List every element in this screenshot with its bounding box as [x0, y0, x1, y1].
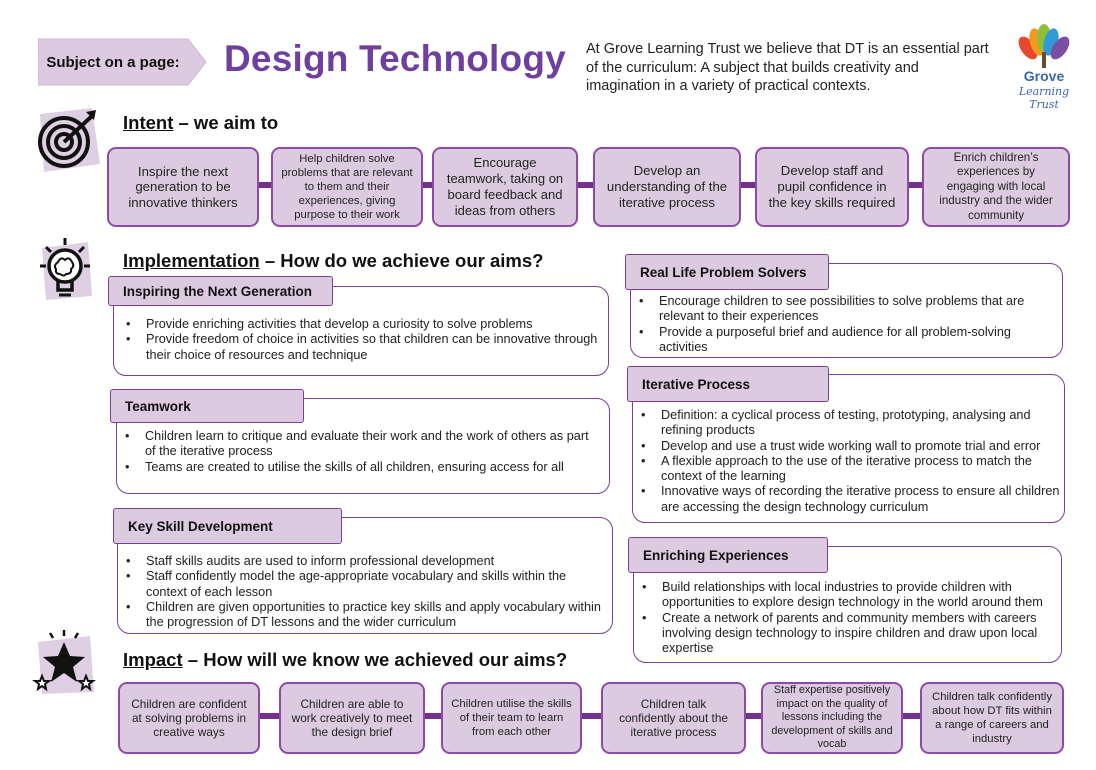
list-item: • Staff confidently model the age-appropriate vocabulary and skills within the context of each lesson: [118, 569, 602, 600]
star-icon: [28, 628, 100, 700]
outcome-box: Children talk confidently about the iterative process: [601, 682, 746, 754]
lightbulb-brain-icon: [28, 234, 100, 306]
list-item: • Definition: a cyclical process of testing, prototyping, analysing and refining products: [633, 408, 1063, 439]
outcome-box: Children are confident at solving problems in creative ways: [118, 682, 260, 754]
impact-heading: Impact – How will we know we achieved our aims?: [123, 649, 568, 670]
panel-title: Iterative Process: [627, 366, 829, 402]
intro-text: At Grove Learning Trust we believe that DT is an essential part of the curriculum: A subject that builds creativity and imagination in a variety of practical contexts.: [586, 41, 989, 94]
list-item: • Staff skills audits are used to inform professional development: [118, 554, 602, 569]
list-item: • Build relationships with local industries to provide children with opportunities to explore design technology in the world around them: [634, 580, 1062, 611]
outcome-box: Staff expertise positively impact on the quality of lessons including the development of skills and vocab: [761, 682, 903, 754]
list-item: • Provide enriching activities that develop a curiosity to solve problems: [118, 317, 598, 332]
panel-title: Enriching Experiences: [628, 537, 828, 573]
list-item: • A flexible approach to the use of the iterative process to match the context of the learning: [633, 454, 1063, 485]
implementation-heading: Implementation – How do we achieve our aims?: [123, 250, 544, 271]
logo-name: Grove: [1023, 68, 1065, 84]
list-item: • Teams are created to utilise the skills of all children, ensuring access for all: [117, 460, 597, 475]
aim-box: Help children solve problems that are relevant to them and their experiences, giving purpose to their work: [271, 147, 423, 227]
list-item: • Innovative ways of recording the iterative process to ensure all children are accessing the design technology curriculum: [633, 484, 1063, 515]
target-icon: [30, 104, 102, 176]
list-item: • Children learn to critique and evaluate their work and the work of others as part of the iterative process: [117, 429, 597, 460]
logo-tagline: Learning Trust: [1018, 85, 1070, 111]
aim-box: Develop staff and pupil confidence in the key skills required: [755, 147, 909, 227]
grove-logo: [1006, 22, 1082, 111]
outcome-box: Children utilise the skills of their team to learn from each other: [441, 682, 582, 754]
list-item: • Children are given opportunities to practice key skills and apply vocabulary within the progression of DT lessons and the wider curriculum: [118, 600, 602, 631]
aim-box: Encourage teamwork, taking on board feedback and ideas from others: [432, 147, 578, 227]
list-item: • Create a network of parents and community members with careers involving design technology to inspire children and draw upon local expertise: [634, 611, 1062, 657]
tree-icon: [1006, 22, 1082, 72]
outcome-box: Children are able to work creatively to meet the design brief: [279, 682, 425, 754]
panel-title: Teamwork: [110, 389, 304, 423]
subject-tag: [38, 36, 208, 88]
panel-title: Real Life Problem Solvers: [625, 254, 829, 290]
subject-label: Subject on a page:: [46, 53, 180, 71]
intent-heading: Intent – we aim to: [123, 112, 279, 133]
outcome-box: Children talk confidently about how DT fits within a range of careers and industry: [920, 682, 1064, 754]
aim-box: Inspire the next generation to be innovative thinkers: [107, 147, 259, 227]
panel-title: Inspiring the Next Generation: [108, 276, 333, 306]
aim-box: Develop an understanding of the iterative process: [593, 147, 741, 227]
list-item: • Encourage children to see possibilities to solve problems that are relevant to their experiences: [631, 294, 1059, 325]
list-item: • Provide freedom of choice in activities so that children can be innovative through their choice of resources and technique: [118, 332, 598, 363]
panel-title: Key Skill Development: [113, 508, 342, 544]
aim-box: Enrich children’s experiences by engaging with local industry and the wider community: [922, 147, 1070, 227]
list-item: • Provide a purposeful brief and audience for all problem-solving activities: [631, 325, 1059, 356]
page-title: Design Technology: [224, 38, 566, 79]
list-item: • Develop and use a trust wide working wall to promote trial and error: [633, 439, 1063, 454]
